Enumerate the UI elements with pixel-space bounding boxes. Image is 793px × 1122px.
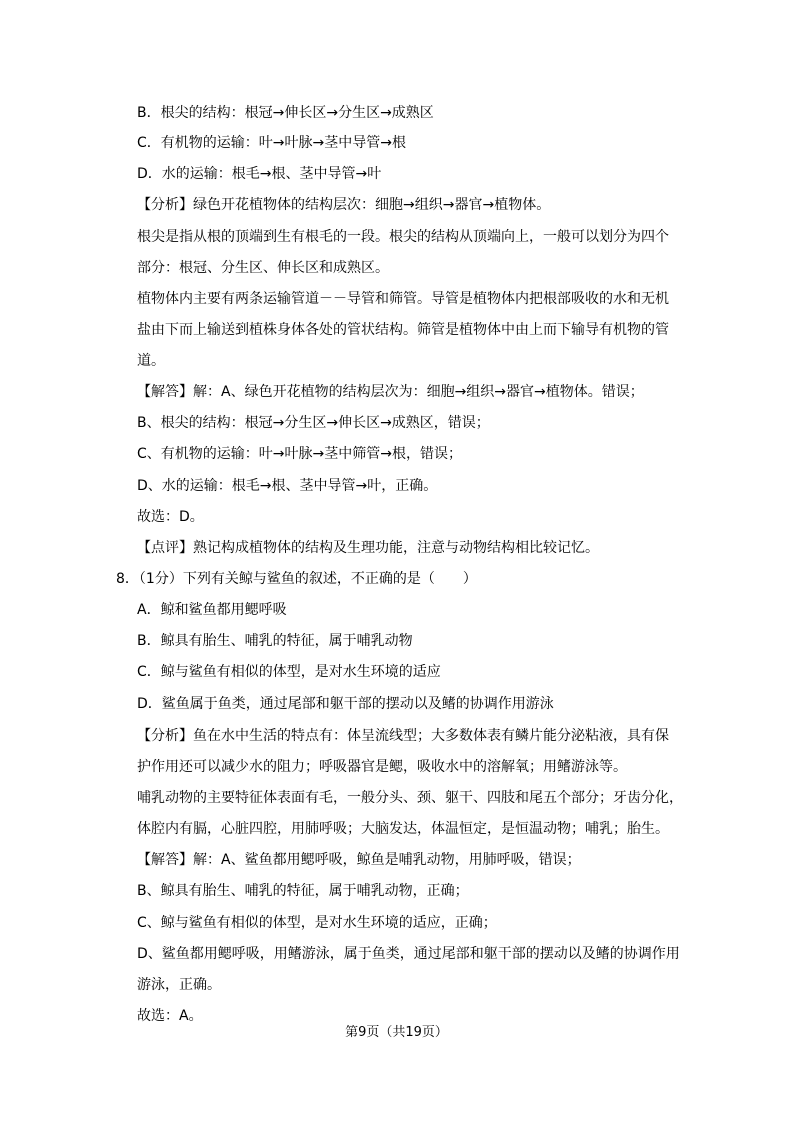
answer-text: C、鲸与鲨鱼有相似的体型，是对水生环境的适应，正确； <box>137 915 497 931</box>
answer-text: D、鲨鱼都用鳃呼吸，用鳍游泳，属于鱼类，通过尾部和躯干部的摆动以及鳍的协调作用 <box>137 946 680 962</box>
answer-text: C、有机物的运输：叶→叶脉→茎中筛管→根，错误； <box>137 446 462 462</box>
page-footer: 第9页（共19页） <box>345 1025 448 1040</box>
analysis-text: 根尖是指从根的顶端到生有根毛的一段。根尖的结构从顶端向上，一般可以划分为四个 <box>137 229 669 245</box>
analysis-text: 植物体内主要有两条运输管道－－导管和筛管。导管是植物体内把根部吸收的水和无机 <box>137 291 669 307</box>
answer-text: 游泳，正确。 <box>137 977 221 993</box>
analysis-text: 部分：根冠、分生区、伸长区和成熟区。 <box>137 260 389 276</box>
analysis-text: 盐由下而上输送到植株身体各处的管状结构。筛管是植物体中由上而下输导有机物的管 <box>137 322 669 338</box>
answer-q7: 【解答】解：A、绿色开花植物的结构层次为：细胞→组织→器官→植物体。错误； <box>137 384 644 400</box>
answer-text: B、根尖的结构：根冠→分生区→伸长区→成熟区，错误； <box>137 415 490 431</box>
option-c-q7: C．有机物的运输：叶→叶脉→茎中导管→根 <box>137 135 406 151</box>
answer-text: D、水的运输：根毛→根、茎中导管→叶，正确。 <box>137 478 438 494</box>
comment-q7: 【点评】熟记构成植物体的结构及生理功能，注意与动物结构相比较记忆。 <box>137 540 599 556</box>
option-b-q8: B．鲸具有胎生、哺乳的特征，属于哺乳动物 <box>137 633 413 649</box>
analysis-text: 道。 <box>137 353 165 369</box>
option-d-q8: D．鲨鱼属于鱼类，通过尾部和躯干部的摆动以及鳍的协调作用游泳 <box>137 696 554 712</box>
choice-q8: 故选：A。 <box>137 1008 203 1024</box>
choice-q7: 故选：D。 <box>137 509 204 525</box>
analysis-q7: 【分析】绿色开花植物体的结构层次：细胞→组织→器官→植物体。 <box>137 197 551 213</box>
option-a-q8: A．鲸和鲨鱼都用鳃呼吸 <box>137 602 287 618</box>
analysis-text: 体腔内有膈，心脏四腔，用肺呼吸；大脑发达，体温恒定，是恒温动物；哺乳；胎生。 <box>137 821 669 837</box>
option-b-q7: B．根尖的结构：根冠→伸长区→分生区→成熟区 <box>137 105 434 121</box>
question-8: 8．（1分）下列有关鲸与鲨鱼的叙述，不正确的是（ ） <box>116 571 477 587</box>
answer-text: B、鲸具有胎生、哺乳的特征，属于哺乳动物，正确； <box>137 883 469 899</box>
analysis-q8: 【分析】鱼在水中生活的特点有：体呈流线型；大多数体表有鳞片能分泌粘液，具有保 <box>137 728 669 744</box>
option-c-q8: C．鲸与鲨鱼有相似的体型，是对水生环境的适应 <box>137 664 441 680</box>
analysis-text: 护作用还可以减少水的阻力；呼吸器官是鳃，吸收水中的溶解氧；用鳍游泳等。 <box>137 759 627 775</box>
analysis-text: 哺乳动物的主要特征体表面有毛，一般分头、颈、躯干、四肢和尾五个部分；牙齿分化， <box>137 790 683 806</box>
answer-q8: 【解答】解：A、鲨鱼都用鳃呼吸，鲸鱼是哺乳动物，用肺呼吸，错误； <box>137 852 581 868</box>
option-d-q7: D．水的运输：根毛→根、茎中导管→叶 <box>137 166 382 182</box>
